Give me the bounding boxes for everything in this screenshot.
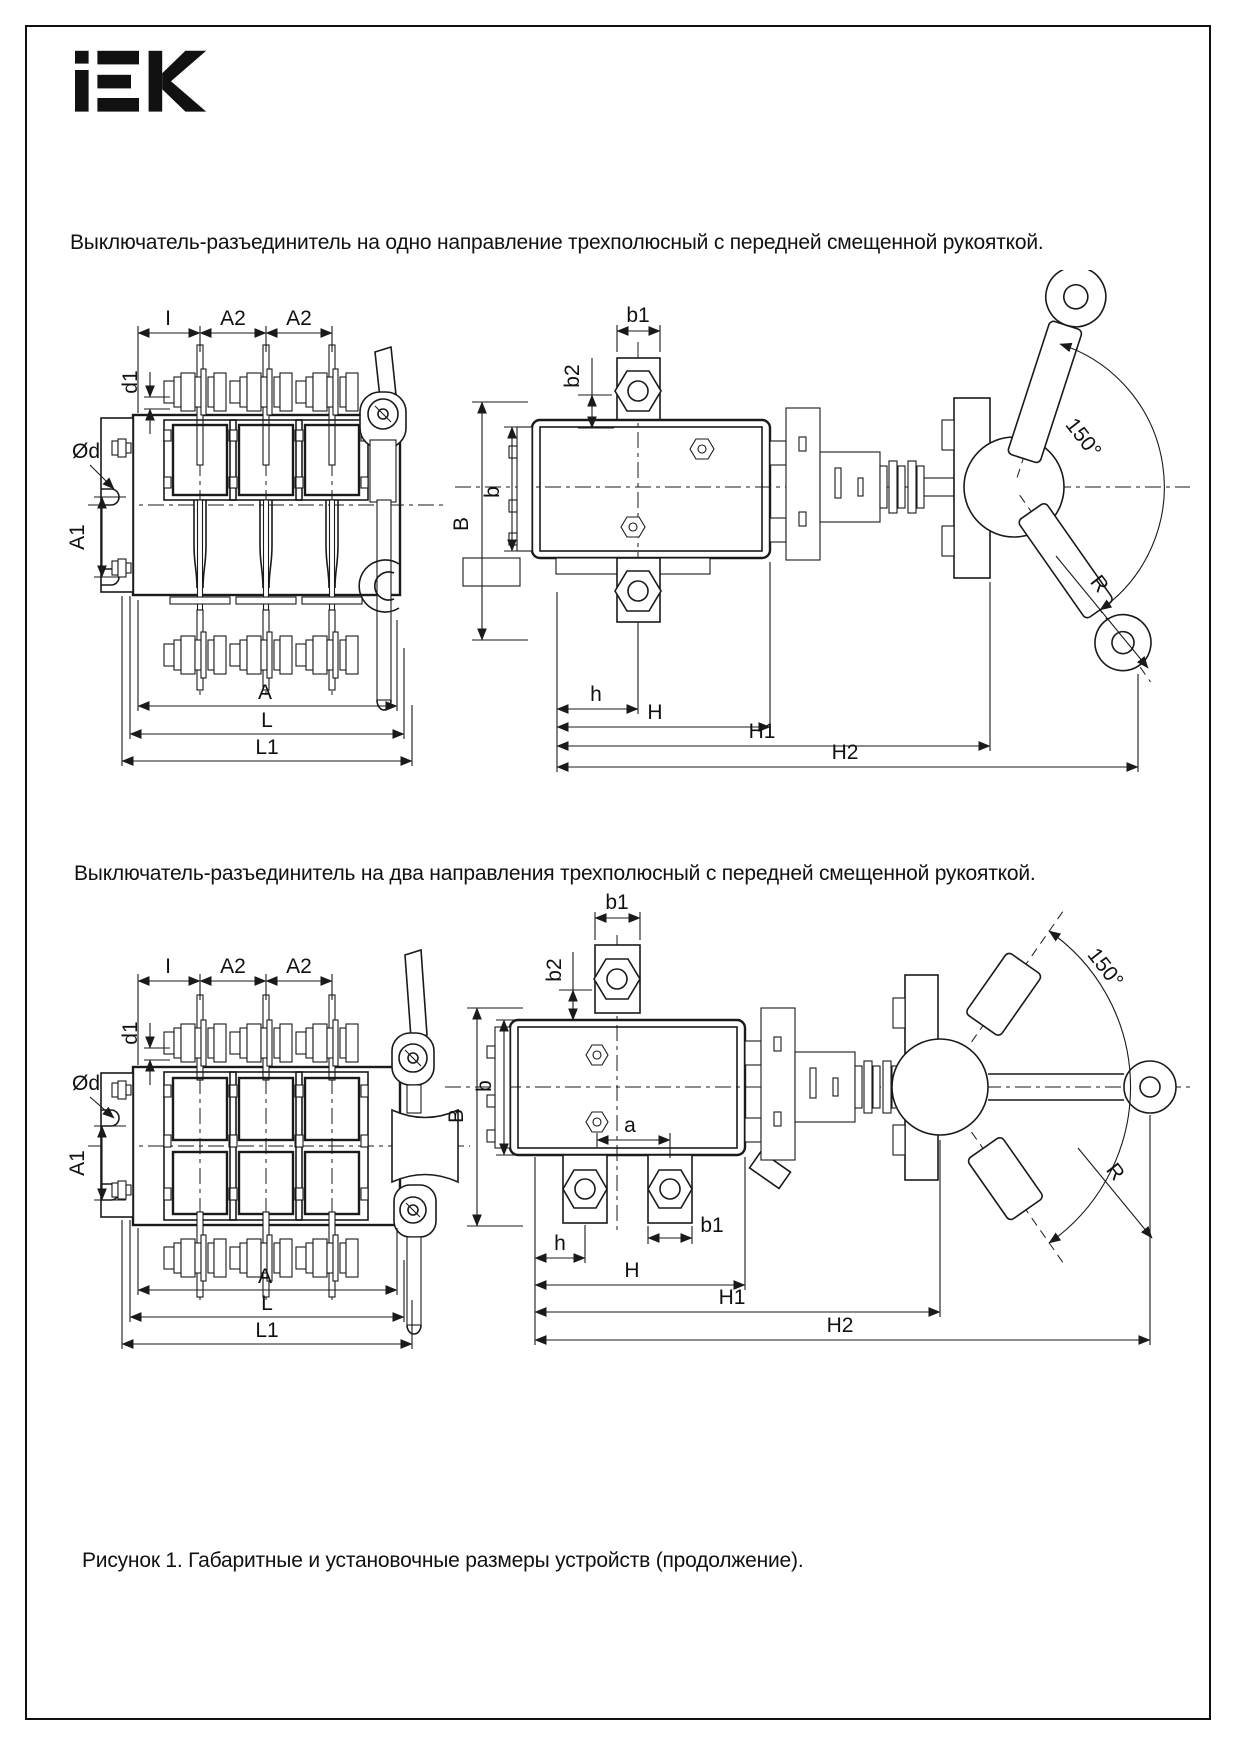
dim-label-H2: H2 — [826, 1314, 854, 1337]
dim-label-angle150: 150° — [1082, 943, 1128, 993]
dim-label-b: b — [473, 1080, 496, 1092]
section1-title: Выключатель-разъединитель на одно направление трехполюсный с передней смещенной рукояткой. — [70, 231, 1044, 254]
dim-label-H: H — [624, 1259, 640, 1282]
dim-label-b2: b2 — [543, 958, 566, 982]
dim-label-H1: H1 — [718, 1286, 746, 1309]
dim-label-b1-top: b1 — [605, 891, 629, 914]
section2-title: Выключатель-разъединитель на два направления трехполюсный с передней смещенной рукояткой. — [74, 862, 1036, 885]
dim-label-a: a — [624, 1114, 636, 1137]
dim-label-R: R — [1085, 570, 1113, 598]
dim-label-A1: A1 — [66, 1150, 89, 1176]
fig2-dim-bottom — [535, 1115, 1150, 1345]
fig2-dim-Bb — [445, 1008, 524, 1226]
figure-caption: Рисунок 1. Габаритные и установочные размеры устройств (продолжение). — [82, 1549, 804, 1572]
dim-label-L1: L1 — [255, 736, 279, 759]
dim-label-d1: d1 — [119, 1021, 142, 1045]
dim-label-B: B — [445, 1108, 468, 1124]
dim-label-H1: H1 — [748, 720, 776, 743]
pole — [230, 340, 302, 700]
pole — [164, 988, 236, 1300]
dim-label-H2: H2 — [831, 741, 859, 764]
pole — [164, 340, 236, 700]
fig1-side-view — [450, 270, 1190, 772]
pole — [296, 340, 368, 700]
fig2-side-view — [445, 891, 1195, 1345]
dim-label-angle150: 150° — [1060, 413, 1106, 463]
dim-label-h: h — [590, 683, 602, 706]
iek-logo — [75, 50, 207, 114]
dim-label-h: h — [554, 1232, 566, 1255]
fig2-handle — [892, 898, 1176, 1274]
dim-label-A2-2: A2 — [286, 955, 312, 978]
dim-label-A1: A1 — [66, 524, 89, 550]
dim-label-H: H — [647, 701, 663, 724]
dim-label-R: R — [1101, 1158, 1129, 1186]
dim-label-L1: L1 — [255, 1319, 279, 1342]
dim-label-A2-2: A2 — [286, 307, 312, 330]
dim-label-I: I — [165, 955, 171, 978]
dim-label-b: b — [481, 486, 504, 498]
dim-label-b1: b1 — [626, 304, 650, 327]
iek-logo-glyphs — [75, 51, 206, 112]
dim-label-b1-bottom: b1 — [700, 1214, 724, 1237]
figure1-drawings — [0, 270, 1238, 775]
dim-label-A: A — [257, 681, 273, 704]
fig1-side-linkage — [770, 398, 990, 578]
fig1-front-view — [66, 307, 448, 766]
dim-label-b2: b2 — [561, 364, 584, 388]
pole — [296, 988, 368, 1300]
dim-label-I: I — [165, 307, 171, 330]
dim-label-od: Ød — [71, 440, 101, 463]
figure2-drawings — [0, 880, 1238, 1360]
dim-label-od: Ød — [71, 1072, 101, 1095]
dim-label-L: L — [261, 1292, 273, 1315]
dim-label-A2-1: A2 — [220, 955, 246, 978]
fig1-handle — [964, 270, 1173, 698]
dim-label-B: B — [450, 516, 473, 532]
dim-label-L: L — [261, 709, 273, 732]
dim-label-A: A — [257, 1265, 273, 1288]
fig2-front-view — [66, 950, 470, 1349]
pole — [230, 988, 302, 1300]
dim-label-A2-1: A2 — [220, 307, 246, 330]
fig2-front-lever — [392, 950, 458, 1334]
dim-label-d1: d1 — [119, 370, 142, 394]
